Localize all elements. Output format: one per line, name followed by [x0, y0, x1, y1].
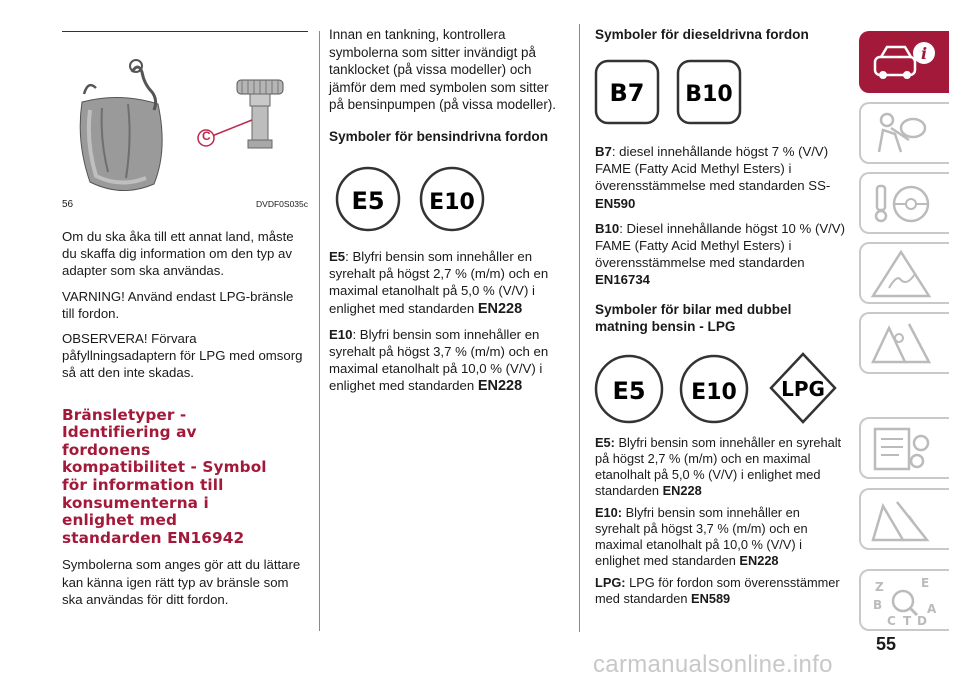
- tab-warnings[interactable]: [859, 242, 949, 304]
- figure-number: 56: [62, 199, 74, 210]
- breakdown-warning-icon: [861, 314, 949, 372]
- dual-e5-symbol-text: E5: [612, 377, 646, 405]
- column-2: [329, 26, 567, 145]
- heading-line: för information till: [62, 476, 224, 494]
- dual-fuel-symbols: [593, 350, 843, 430]
- settings-list-icon: [861, 419, 949, 477]
- svg-text:C: C: [887, 614, 896, 628]
- heading-line: Identifiering av: [62, 423, 197, 442]
- diesel-symbols: [593, 58, 753, 128]
- tab-emergency[interactable]: [859, 312, 949, 374]
- warning-triangle-road-icon: [861, 244, 949, 302]
- heading-line: standarden EN16942: [62, 528, 245, 547]
- airbag-safety-icon: [861, 104, 949, 162]
- page-number: 55: [876, 634, 897, 654]
- petrol-symbols-title: Symboler för bensindrivna fordon: [329, 128, 549, 144]
- svg-text:Z: Z: [875, 580, 884, 594]
- e10-label: E10: [329, 326, 353, 342]
- dual-e10-label: E10:: [595, 505, 623, 520]
- b10-text: : Diesel innehållande högst 10 % (V/V) FAME (Fatty Acid Methyl Esters) i överensstämmelse med standarden: [595, 220, 845, 271]
- b10-standard: EN16734: [595, 272, 650, 288]
- heading-line: konsumenterna i: [62, 493, 209, 512]
- note-paragraph: OBSERVERA! Förvara påfyllningsadaptern för LPG med omsorg så att den inte skadas.: [62, 331, 303, 381]
- e5-symbol-text: E5: [351, 187, 385, 215]
- lpg-symbol-text: LPG: [781, 377, 825, 401]
- e10-standard: EN228: [477, 378, 523, 395]
- heading-line: fordonens: [62, 440, 151, 459]
- dual-e5-standard: EN228: [662, 483, 702, 498]
- tab-technical[interactable]: [859, 488, 949, 550]
- heading-line: Bränsletyper -: [62, 405, 187, 424]
- heading-line: enlighet med: [62, 511, 178, 530]
- lpg-adapter-illustration: [62, 32, 308, 202]
- svg-text:B: B: [873, 598, 883, 612]
- e10-symbol-text: E10: [429, 190, 475, 215]
- dual-fuel-definitions: [595, 435, 847, 607]
- b10-symbol-text: B10: [685, 82, 733, 107]
- dual-fuel-title-line-1: Symboler för bilar med dubbel: [595, 301, 792, 317]
- lpg-text: LPG för fordon som överensstämmer med standarden: [595, 575, 840, 606]
- steering-wheel-key-icon: [861, 174, 949, 232]
- dual-e5-label: E5:: [595, 435, 615, 450]
- figure-code: DVDF0S035c: [256, 199, 308, 209]
- dual-e10-symbol-text: E10: [691, 380, 737, 405]
- dual-e5-text: Blyfri bensin som innehåller en syrehalt på högst 2,7 % (m/m) och en maximal etanolhalt på 5,0 % (V/V) i enlighet med standarden: [595, 435, 842, 498]
- svg-text:D: D: [917, 614, 927, 628]
- alphabetical-index-icon: [861, 571, 949, 629]
- tab-car-info[interactable]: [859, 31, 949, 93]
- tab-index[interactable]: [859, 569, 949, 631]
- svg-text:i: i: [920, 44, 928, 63]
- warning-paragraph: VARNING! Använd endast LPG-bränsle till fordon.: [62, 288, 294, 321]
- b7-symbol-text: B7: [609, 79, 645, 107]
- figure-callout-label: C: [202, 129, 211, 143]
- dual-e10-text: Blyfri bensin som innehåller en syrehalt på högst 3,7 % (m/m) och en maximal etanolhalt på 10,0 % (V/V) i enlighet med standarden: [595, 505, 808, 568]
- tab-safety[interactable]: [859, 102, 949, 164]
- column-divider: [319, 31, 320, 631]
- dual-fuel-title-line-2: matning bensin - LPG: [595, 318, 736, 334]
- svg-text:A: A: [927, 602, 937, 616]
- heading-line: kompatibilitet - Symbol: [62, 458, 267, 477]
- tab-driving[interactable]: [859, 172, 949, 234]
- e5-definition: [329, 248, 567, 318]
- b7-text: : diesel innehållande högst 7 % (V/V) FAME (Fatty Acid Methyl Esters) i överensstämmelse med standarden SS-: [595, 144, 831, 194]
- car-info-icon: [861, 33, 949, 91]
- column-1: [62, 228, 308, 608]
- svg-text:T: T: [903, 614, 912, 628]
- diesel-symbols-title: Symboler för dieseldrivna fordon: [595, 27, 809, 42]
- section-heading: [62, 407, 308, 548]
- b10-label: B10: [595, 220, 620, 236]
- petrol-symbols: [329, 164, 489, 234]
- e10-text: : Blyfri bensin som innehåller en syrehalt på högst 3,7 % (m/m) och en maximal etanolhalt på 10,0 % (V/V) i enlighet med standarden: [329, 326, 549, 394]
- lpg-label: LPG:: [595, 575, 626, 590]
- petrol-definitions: [329, 248, 567, 396]
- e5-text: : Blyfri bensin som innehåller en syrehalt på högst 2,7 % (m/m) och en maximal etanolhalt på 5,0 % (V/V) i enlighet med standarden: [329, 249, 549, 316]
- watermark: carmanualsonline.info: [593, 651, 833, 678]
- b7-label: B7: [595, 144, 612, 159]
- fuel-cap-intro-paragraph: Innan en tankning, kontrollera symbolerna som sitter invändigt på tanklocket (på vissa modeller) och jämför dem med symbolen som sitter på bensinpumpen (på vissa modeller).: [329, 27, 557, 113]
- dual-e5-definition: [595, 435, 847, 499]
- lpg-definition: [595, 575, 847, 607]
- svg-text:E: E: [921, 576, 930, 590]
- tab-maintenance[interactable]: [859, 417, 949, 479]
- b7-definition: [595, 143, 847, 212]
- adapter-info-paragraph: Om du ska åka till ett annat land, måste du skaffa dig information om den typ av adapter som ska användas.: [62, 229, 294, 279]
- e5-label: E5: [329, 249, 346, 264]
- lpg-standard: EN589: [691, 591, 731, 606]
- column-3: [595, 26, 847, 43]
- b10-definition: [595, 220, 847, 289]
- tools-warning-icon: [861, 490, 949, 548]
- lpg-adapter-figure: [62, 31, 308, 213]
- b7-standard: EN590: [595, 195, 636, 211]
- dual-e10-standard: EN228: [739, 553, 779, 568]
- diesel-definitions: [595, 143, 847, 335]
- e5-standard: EN228: [477, 300, 523, 317]
- dual-e10-definition: [595, 505, 847, 569]
- column-divider: [579, 24, 580, 632]
- symbols-intro-paragraph: Symbolerna som anges gör att du lättare kan känna igen rätt typ av bränsle som ska användas för ditt fordon.: [62, 557, 301, 607]
- e10-definition: [329, 326, 567, 396]
